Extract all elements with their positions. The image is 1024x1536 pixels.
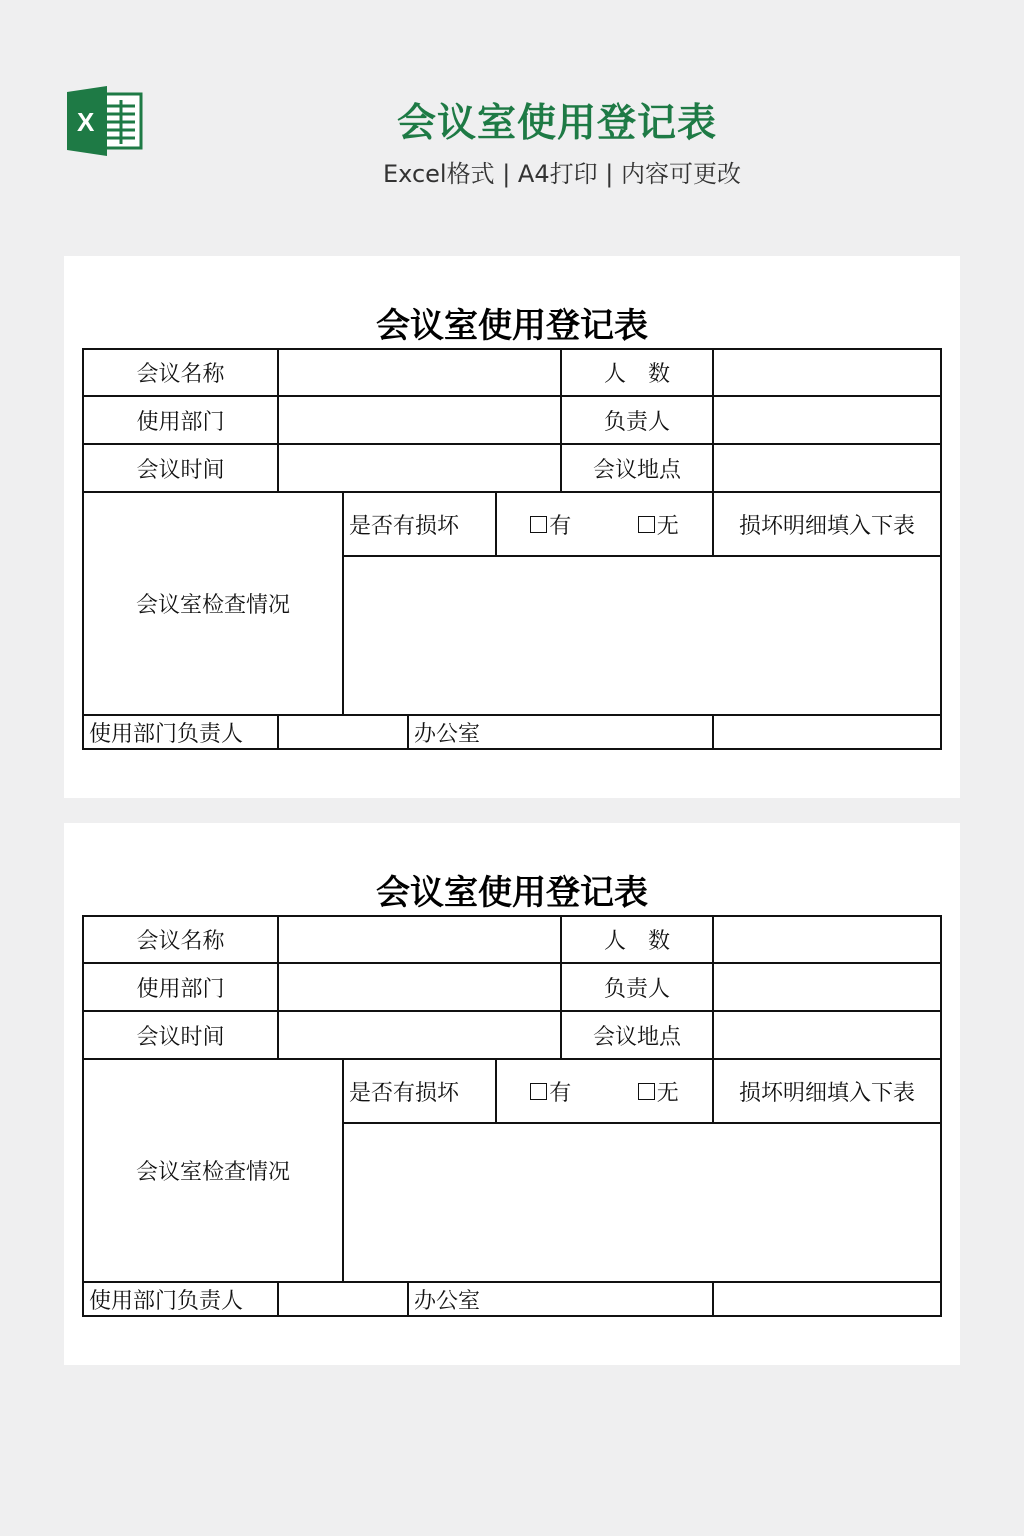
department-label: 使用部门 — [136, 409, 225, 435]
form-card-1 — [64, 256, 960, 798]
office-label: 办公室 — [414, 721, 481, 747]
meeting-name-field[interactable] — [279, 350, 560, 395]
person-in-charge-label: 负责人 — [603, 976, 670, 1002]
no-option[interactable] — [638, 509, 679, 540]
damaged-question-label: 是否有损坏 — [349, 513, 460, 539]
page-header — [0, 0, 1024, 240]
yes-label: 有 — [549, 1080, 572, 1106]
meeting-time-label: 会议时间 — [136, 1024, 225, 1050]
inspection-label: 会议室检查情况 — [135, 593, 290, 618]
person-in-charge-field[interactable] — [714, 397, 940, 443]
checkbox-icon[interactable] — [638, 516, 655, 533]
yes-option[interactable] — [530, 509, 571, 540]
registration-form — [82, 348, 942, 750]
dept-head-field[interactable] — [279, 1283, 407, 1315]
damage-detail-area[interactable] — [344, 557, 940, 714]
yes-option[interactable] — [530, 1076, 571, 1107]
damage-detail-label: 损坏明细填入下表 — [738, 1080, 915, 1106]
damage-detail-area[interactable] — [344, 1124, 940, 1281]
yes-label: 有 — [549, 513, 572, 539]
meeting-name-label: 会议名称 — [136, 929, 225, 954]
form-title: 会议室使用登记表 — [376, 306, 648, 346]
headcount-label: 人 数 — [603, 362, 670, 387]
department-field[interactable] — [279, 397, 560, 443]
no-label: 无 — [656, 1080, 679, 1106]
meeting-place-label: 会议地点 — [592, 457, 681, 483]
registration-form — [82, 915, 942, 1317]
office-field[interactable] — [714, 716, 940, 748]
damage-options — [497, 1060, 712, 1122]
department-label: 使用部门 — [136, 976, 225, 1002]
meeting-place-field[interactable] — [714, 1012, 940, 1058]
damaged-question-label: 是否有损坏 — [349, 1080, 460, 1106]
meeting-time-label: 会议时间 — [136, 457, 225, 483]
meeting-name-field[interactable] — [279, 917, 560, 962]
dept-head-field[interactable] — [279, 716, 407, 748]
office-field[interactable] — [714, 1283, 940, 1315]
no-label: 无 — [656, 513, 679, 539]
person-in-charge-field[interactable] — [714, 964, 940, 1010]
headcount-label: 人 数 — [603, 929, 670, 954]
person-in-charge-label: 负责人 — [603, 409, 670, 435]
headcount-field[interactable] — [714, 350, 940, 395]
damage-options — [497, 493, 712, 555]
dept-head-label: 使用部门负责人 — [89, 721, 244, 747]
meeting-time-field[interactable] — [279, 1012, 560, 1058]
checkbox-icon[interactable] — [530, 1083, 547, 1100]
meeting-time-field[interactable] — [279, 445, 560, 491]
svg-text:X: X — [77, 107, 95, 137]
inspection-label: 会议室检查情况 — [135, 1160, 290, 1185]
page-title: 会议室使用登记表 — [396, 101, 717, 146]
page-subtitle: Excel格式 | A4打印 | 内容可更改 — [383, 160, 741, 188]
meeting-place-label: 会议地点 — [592, 1024, 681, 1050]
checkbox-icon[interactable] — [638, 1083, 655, 1100]
form-title: 会议室使用登记表 — [376, 873, 648, 913]
headcount-field[interactable] — [714, 917, 940, 962]
meeting-name-label: 会议名称 — [136, 362, 225, 387]
form-card-2 — [64, 823, 960, 1365]
office-label: 办公室 — [414, 1288, 481, 1314]
no-option[interactable] — [638, 1076, 679, 1107]
dept-head-label: 使用部门负责人 — [89, 1288, 244, 1314]
damage-detail-label: 损坏明细填入下表 — [738, 513, 915, 539]
department-field[interactable] — [279, 964, 560, 1010]
checkbox-icon[interactable] — [530, 516, 547, 533]
meeting-place-field[interactable] — [714, 445, 940, 491]
